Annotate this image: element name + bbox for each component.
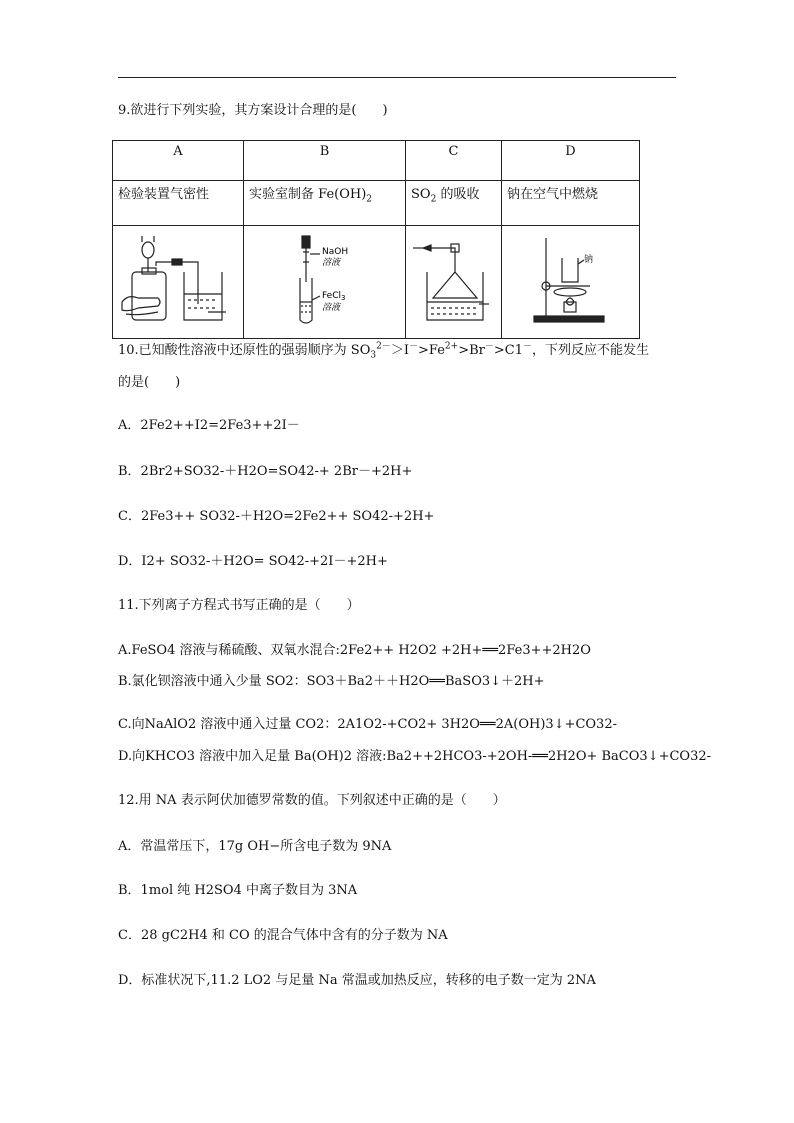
header-b: B bbox=[244, 141, 406, 181]
q11-option-b: B.氯化钡溶液中通入少量 SO2：SO3＋Ba2＋＋H2O══BaSO3↓＋2H+ bbox=[118, 674, 545, 689]
figure-c-so2-absorption bbox=[406, 226, 502, 339]
q11-stem: 11.下列离子方程式书写正确的是（ ） bbox=[118, 598, 360, 613]
q10-option-b: B．2Br2+SO32-＋H2O=SO42-+ 2Br－+2H+ bbox=[118, 464, 413, 479]
q10-option-c: C．2Fe3++ SO32-＋H2O=2Fe2++ SO42-+2H+ bbox=[118, 509, 435, 524]
q11-option-a: A.FeSO4 溶液与稀硫酸、双氧水混合:2Fe2++ H2O2 +2H+══2Fe3++2H2O bbox=[118, 643, 591, 658]
q12-option-d: D．标准状况下,11.2 LO2 与足量 Na 常温或加热反应，转移的电子数一定为 2NA bbox=[118, 973, 596, 988]
q10-stem: 10.已知酸性溶液中还原性的强弱顺序为 $SO_3^{2-}>I^->Fe^{2+}>Br^->C1^-$，下列反应不能发生 bbox=[118, 341, 650, 361]
figure-b-fe-oh2 bbox=[244, 226, 406, 339]
figure-a-airtight-check bbox=[113, 226, 244, 339]
name-a: 检验装置气密性 bbox=[113, 181, 244, 226]
apparatus-d-figure bbox=[516, 232, 626, 328]
q9-stem: 9.欲进行下列实验，其方案设计合理的是( ) bbox=[118, 103, 388, 118]
name-d: 钠在空气中燃烧 bbox=[502, 181, 640, 226]
header-c: C bbox=[406, 141, 502, 181]
svg-text:FeCl3: FeCl$_3$ bbox=[321, 291, 345, 302]
header-rule bbox=[118, 77, 676, 78]
q10-option-d: D．I2+ SO32-＋H2O= SO42-+2I－+2H+ bbox=[118, 554, 388, 569]
q11-option-d: D.向KHCO3 溶液中加入足量 Ba(OH)2 溶液:Ba2++2HCO3-+2OH-══2H2O+ BaCO3↓+CO32- bbox=[118, 749, 712, 764]
svg-text:溶液: 溶液 bbox=[321, 258, 340, 268]
svg-text:溶液: 溶液 bbox=[321, 303, 340, 313]
q12-stem: 12.用 NA 表示阿伏加德罗常数的值。下列叙述中正确的是（ ） bbox=[118, 793, 506, 808]
name-c: $SO_2$ 的吸收 bbox=[406, 181, 502, 226]
header-a: A bbox=[113, 141, 244, 181]
q11-option-c: C.向NaAlO2 溶液中通入过量 CO2：2A1O2-+CO2+ 3H2O══2A(OH)3↓+CO32- bbox=[118, 717, 617, 732]
q10-stem-line2: 的是( ) bbox=[118, 375, 181, 390]
apparatus-c-figure bbox=[409, 232, 499, 328]
figure-d-sodium-burning bbox=[502, 226, 640, 339]
svg-text:NaOH: NaOH bbox=[321, 247, 348, 257]
apparatus-a-figure bbox=[118, 232, 238, 328]
q12-option-c: C．28 gC2H4 和 CO 的混合气体中含有的分子数为 NA bbox=[118, 928, 448, 943]
q12-option-b: B．1mol 纯 H2SO4 中离子数目为 3NA bbox=[118, 883, 358, 898]
q9-experiment-table bbox=[112, 140, 640, 339]
name-b: 实验室制备 $Fe(OH)_2$ bbox=[244, 181, 406, 226]
q10-option-a: A．2Fe2++I2=2Fe3++2I－ bbox=[118, 418, 300, 433]
q12-option-a: A．常温常压下，17g OH−所含电子数为 9NA bbox=[118, 839, 392, 854]
header-d: D bbox=[502, 141, 640, 181]
svg-text:钠: 钠 bbox=[583, 255, 593, 265]
apparatus-b-figure bbox=[250, 232, 400, 328]
